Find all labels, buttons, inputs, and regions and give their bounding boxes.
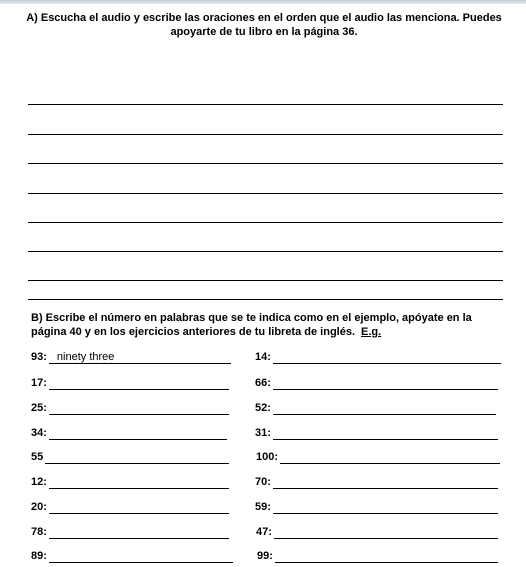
writing-line [28,193,503,194]
exercise-number: 70: [255,476,271,488]
exercise-row [255,475,498,489]
exercise-row [31,475,229,489]
answer-blank[interactable] [45,452,229,464]
exercise-row [31,549,233,563]
example-label: E.g. [361,326,382,338]
writing-line [28,280,503,281]
exercise-number: 55 [31,451,44,463]
answer-blank[interactable] [280,452,500,464]
exercise-row [255,350,501,364]
exercise-number: 31: [255,427,271,439]
exercise-number: 66: [255,377,271,389]
answer-blank[interactable] [49,378,229,390]
writing-line [28,299,503,300]
answer-blank[interactable] [273,352,501,364]
answer-blank[interactable] [273,403,496,415]
writing-line [28,222,503,223]
exercise-row [255,401,496,415]
answer-text: ninety three [56,352,115,363]
exercise-row [256,525,498,539]
answer-blank[interactable] [49,551,233,563]
exercise-number: 89: [31,550,47,562]
exercise-row [257,549,498,563]
exercise-number: 17: [31,377,47,389]
exercise-row [31,426,227,440]
answer-blank[interactable] [49,527,229,539]
writing-line [28,134,503,135]
exercise-number: 52: [255,402,271,414]
exercise-row [31,525,229,539]
exercise-number: 100: [256,451,279,463]
answer-blank[interactable] [273,477,498,489]
writing-line [28,104,503,105]
page-top-edge [0,0,526,4]
exercise-row [255,426,498,440]
answer-blank[interactable] [274,527,498,539]
exercise-row [31,350,231,364]
exercise-number: 78: [31,526,47,538]
answer-blank[interactable] [49,502,229,514]
answer-blank[interactable] [273,378,498,390]
exercise-row [31,500,229,514]
answer-blank[interactable] [273,428,498,440]
exercise-row [31,376,229,390]
answer-blank[interactable] [49,477,229,489]
exercise-number: 99: [257,550,273,562]
writing-line [28,251,503,252]
exercise-number: 93: [31,351,47,363]
answer-blank[interactable] [49,352,231,364]
exercise-number: 47: [256,526,272,538]
exercise-row [31,401,229,415]
exercise-row [255,376,498,390]
section-a-instruction: A) Escucha el audio y escribe las oraciones en el orden que el audio las menciona. Puedes apoyarte de tu libro en la página 36. [26,12,502,38]
exercise-number: 12: [31,476,47,488]
exercise-number: 14: [255,351,271,363]
exercise-row [255,500,498,514]
answer-blank[interactable] [275,551,498,563]
answer-blank[interactable] [49,403,229,415]
writing-line [28,163,503,164]
exercise-number: 25: [31,402,47,414]
exercise-row [256,450,500,464]
section-b-instruction [31,311,509,339]
exercise-number: 20: [31,501,47,513]
exercise-number: 34: [31,427,47,439]
exercise-row [31,450,229,464]
exercise-number: 59: [255,501,271,513]
section-b-instruction-text: B) Escribe el número en palabras que se te indica como en el ejemplo, apóyate en la página 40 y en los ejercicios anteriores de tu libreta de inglés. [31,312,472,338]
answer-blank[interactable] [273,502,498,514]
answer-blank[interactable] [49,428,227,440]
